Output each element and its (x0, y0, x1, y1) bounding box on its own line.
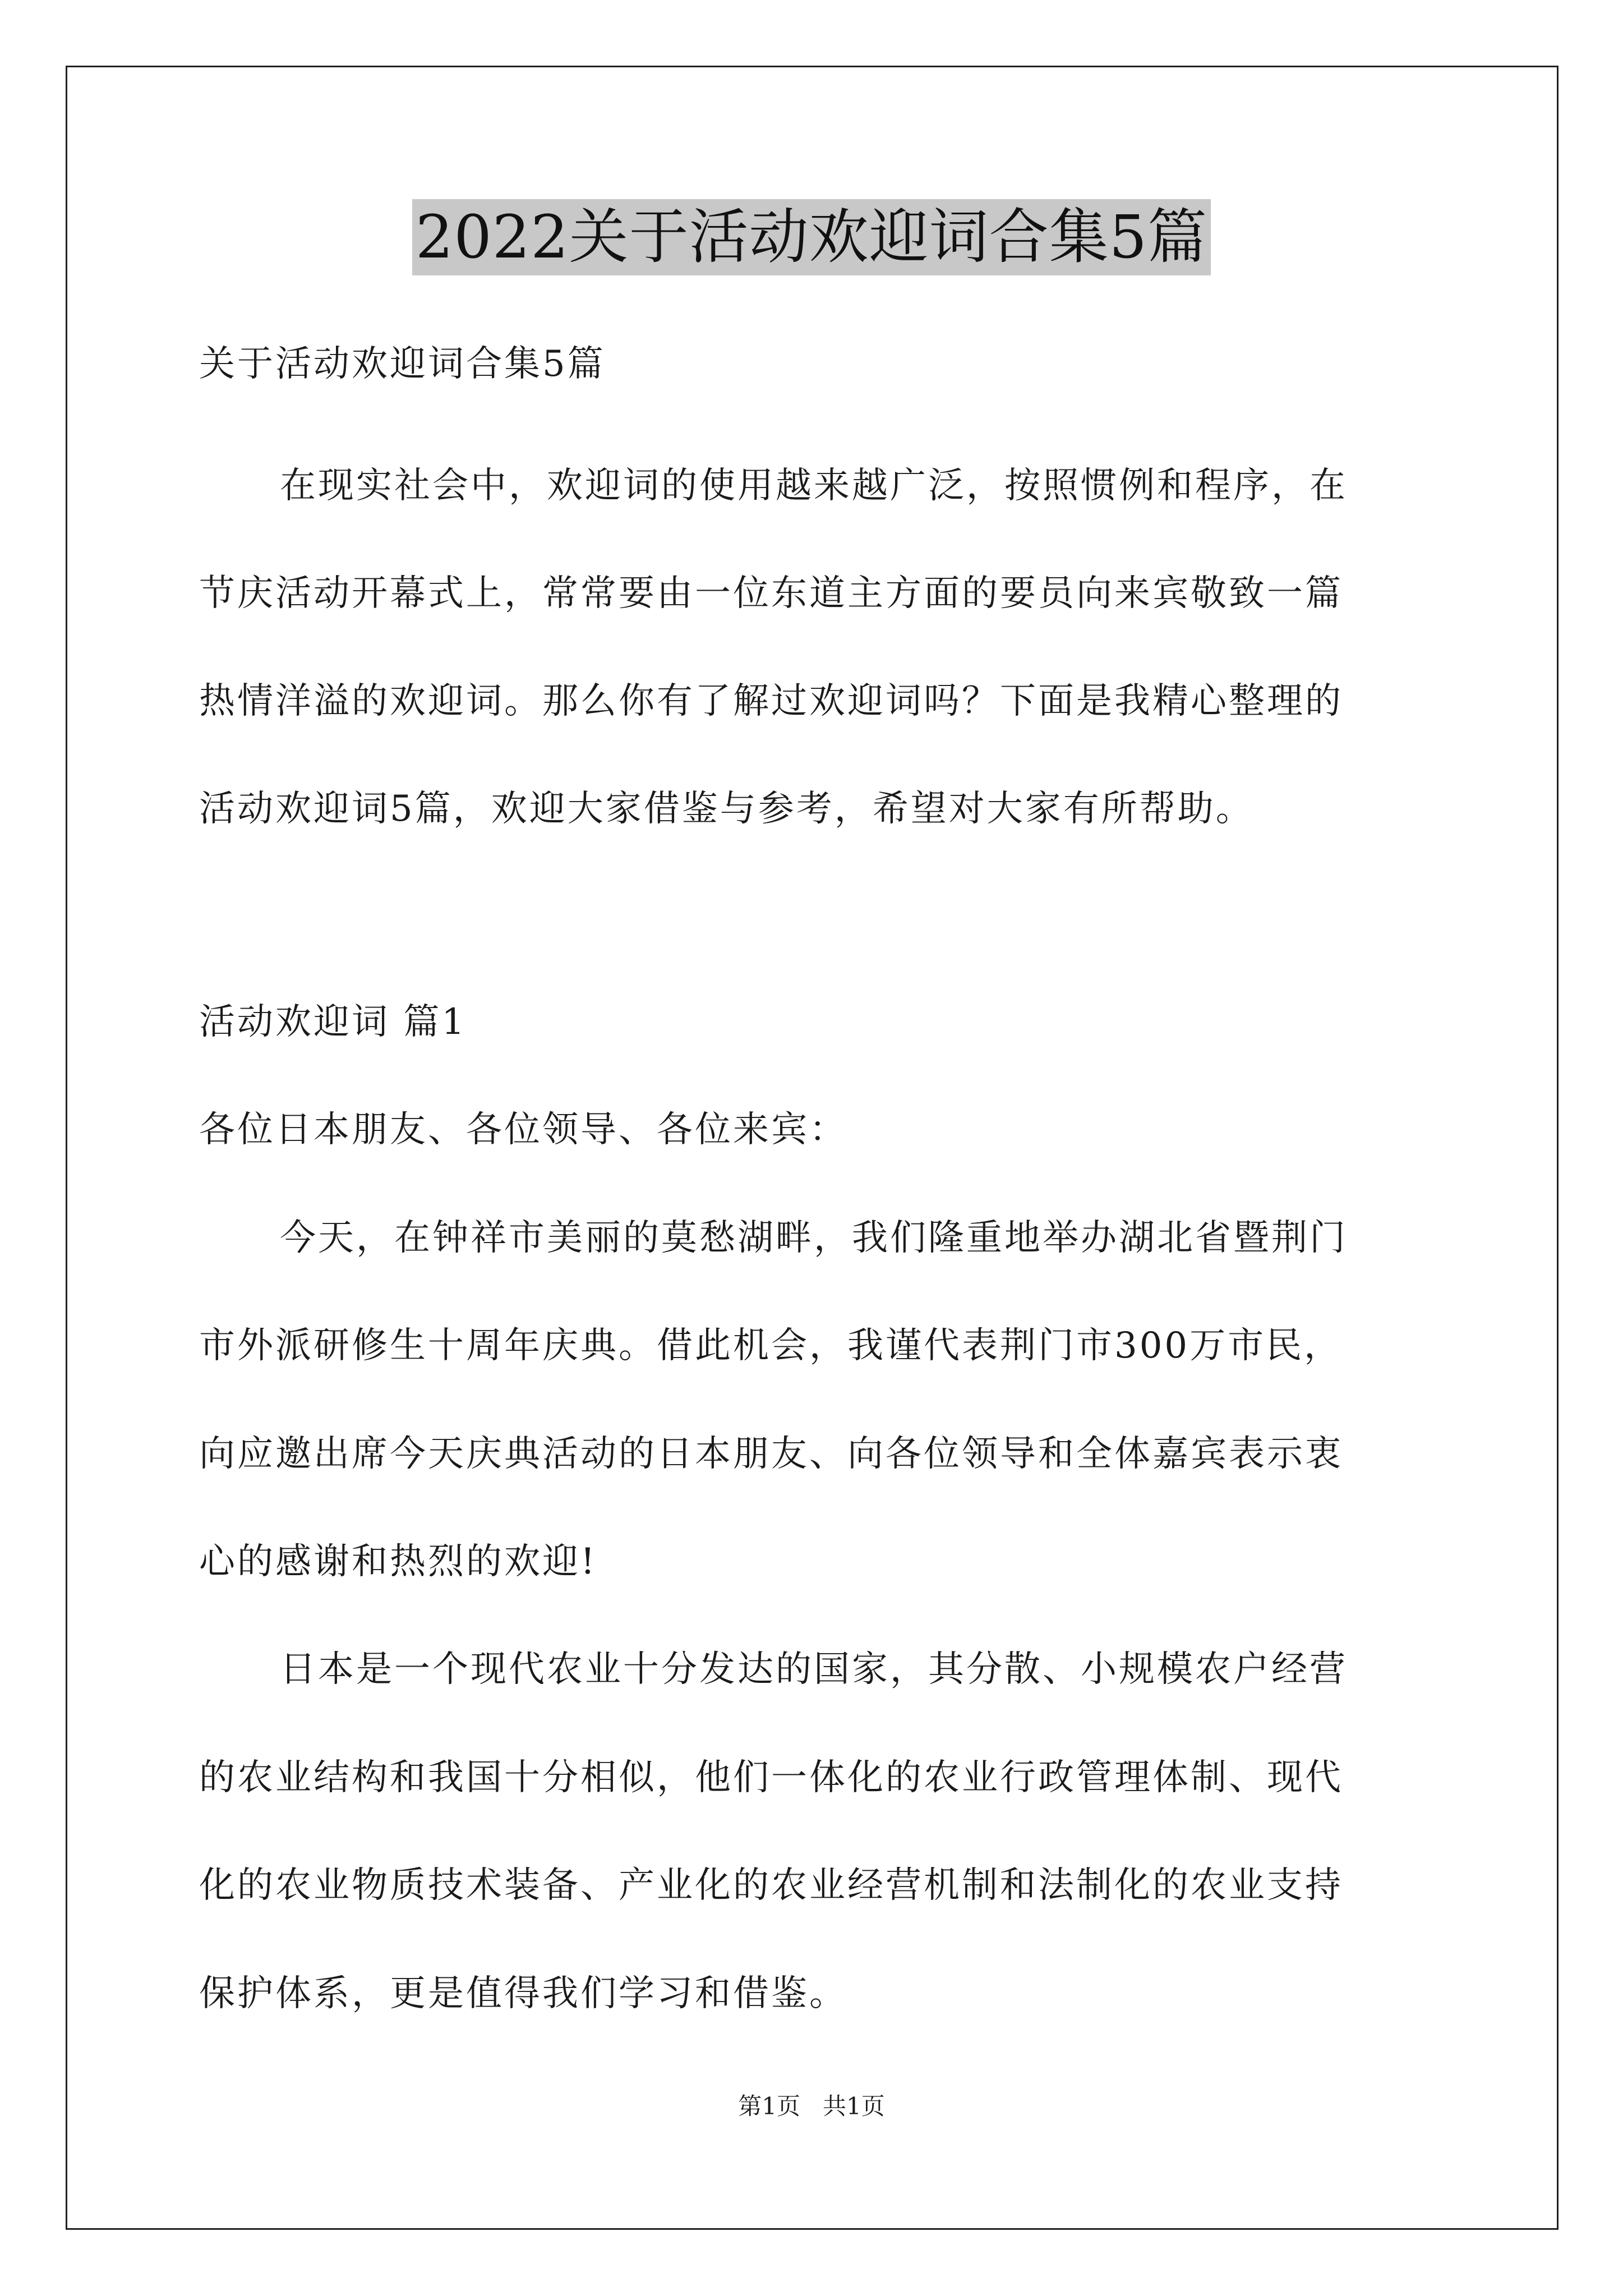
paragraph2-line-1: 日本是一个现代农业十分发达的国家，其分散、小规模农户经营 (280, 1649, 1348, 1690)
title-container (0, 199, 1623, 275)
paragraph1-line-2: 市外派研修生十周年庆典。借此机会，我谨代表荆门市300万市民， (199, 1325, 1343, 1366)
intro-line-4: 活动欢迎词5篇，欢迎大家借鉴与参考，希望对大家有所帮助。 (199, 788, 1254, 830)
intro-line-3: 热情洋溢的欢迎词。那么你有了解过欢迎词吗？下面是我精心整理的 (199, 680, 1343, 722)
paragraph1-line-3: 向应邀出席今天庆典活动的日本朋友、向各位领导和全体嘉宾表示衷 (199, 1433, 1343, 1475)
paragraph2-line-2: 的农业结构和我国十分相似，他们一体化的农业行政管理体制、现代 (199, 1757, 1343, 1798)
intro-line-2: 节庆活动开幕式上，常常要由一位东道主方面的要员向来宾敬致一篇 (199, 573, 1343, 614)
page-number: 第1页 (738, 2092, 800, 2120)
page-total: 共1页 (823, 2092, 885, 2120)
section-heading: 活动欢迎词 篇1 (199, 1001, 467, 1043)
page-footer (0, 2090, 1623, 2123)
intro-line-1: 在现实社会中，欢迎词的使用越来越广泛，按照惯例和程序，在 (280, 465, 1348, 507)
paragraph2-line-4: 保护体系，更是值得我们学习和借鉴。 (199, 1973, 847, 2014)
paragraph1-line-1: 今天，在钟祥市美丽的莫愁湖畔，我们隆重地举办湖北省暨荆门 (280, 1217, 1348, 1259)
paragraph2-line-3: 化的农业物质技术装备、产业化的农业经营机制和法制化的农业支持 (199, 1865, 1343, 1906)
salutation: 各位日本朋友、各位领导、各位来宾： (199, 1109, 847, 1151)
paragraph1-line-4: 心的感谢和热烈的欢迎! (199, 1541, 597, 1582)
document-title: 2022关于活动欢迎词合集5篇 (412, 199, 1211, 275)
document-subtitle: 关于活动欢迎词合集5篇 (199, 343, 606, 385)
